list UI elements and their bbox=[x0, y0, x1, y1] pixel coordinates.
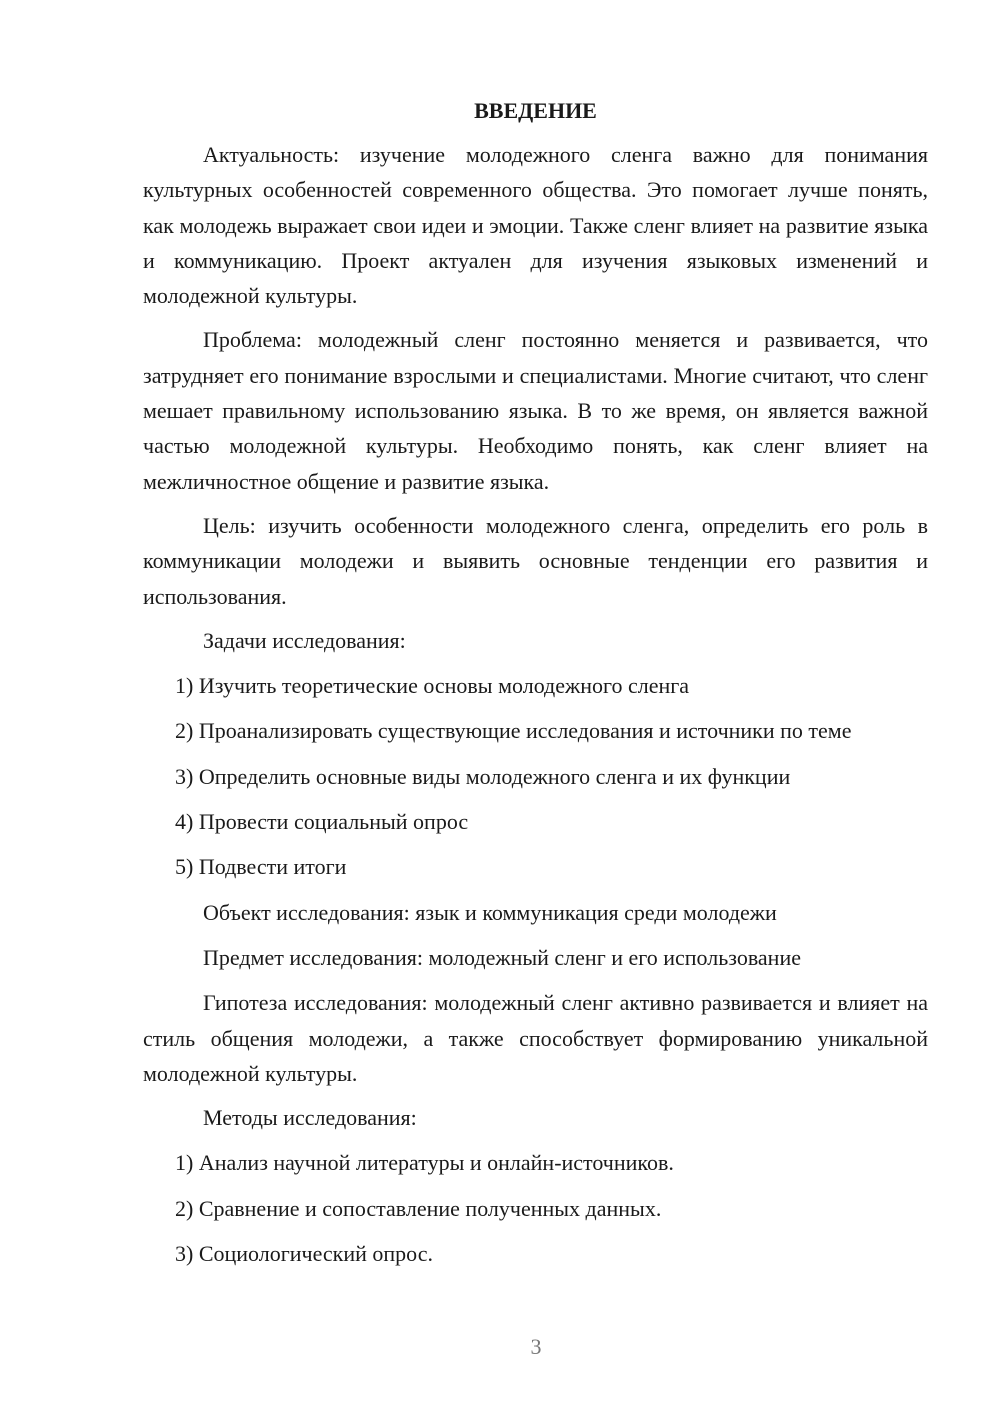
page-content bbox=[143, 95, 928, 1281]
task-item-1: 1) Изучить теоретические основы молодежного сленга bbox=[175, 673, 690, 699]
object-paragraph: Объект исследования: язык и коммуникация среди молодежи bbox=[203, 899, 777, 925]
method-item-3: 3) Социологический опрос. bbox=[175, 1241, 433, 1267]
section-heading: ВВЕДЕНИЕ bbox=[474, 98, 597, 123]
methods-label: Методы исследования: bbox=[203, 1105, 417, 1131]
task-item-5: 5) Подвести итоги bbox=[175, 854, 347, 880]
page-number: 3 bbox=[530, 1334, 542, 1359]
hypothesis-paragraph: Гипотеза исследования: молодежный сленг активно развивается и влияет на стиль общения молодежи, а также способствует формированию уникальной молодежной культуры. bbox=[143, 990, 928, 1086]
tasks-label: Задачи исследования: bbox=[203, 627, 406, 653]
subject-paragraph: Предмет исследования: молодежный сленг и его использование bbox=[203, 944, 801, 970]
problem-paragraph: Проблема: молодежный сленг постоянно меняется и развивается, что затрудняет его понимание взрослыми и специалистами. Многие считают, что сленг мешает правильному использованию языка. В то же время, он является важной частью молодежной культуры. Необходимо понять, как сленг влияет на межличностное общение и развитие языка. bbox=[143, 327, 928, 494]
task-item-4: 4) Провести социальный опрос bbox=[175, 809, 469, 835]
relevance-paragraph: Актуальность: изучение молодежного сленга важно для понимания культурных особенностей современного общества. Это помогает лучше понять, как молодежь выражает свои идеи и эмоции. Также сленг влияет на развитие языка и коммуникацию. Проект актуален для изучения языковых изменений и молодежной культуры. bbox=[143, 142, 928, 309]
goal-paragraph: Цель: изучить особенности молодежного сленга, определить его роль в коммуникации молодежи и выявить основные тенденции его развития и использования. bbox=[143, 512, 928, 609]
method-item-1: 1) Анализ научной литературы и онлайн-источников. bbox=[175, 1150, 674, 1176]
method-item-2: 2) Сравнение и сопоставление полученных данных. bbox=[175, 1195, 662, 1221]
task-item-2: 2) Проанализировать существующие исследования и источники по теме bbox=[175, 718, 852, 744]
task-item-3: 3) Определить основные виды молодежного сленга и их функции bbox=[175, 763, 791, 789]
